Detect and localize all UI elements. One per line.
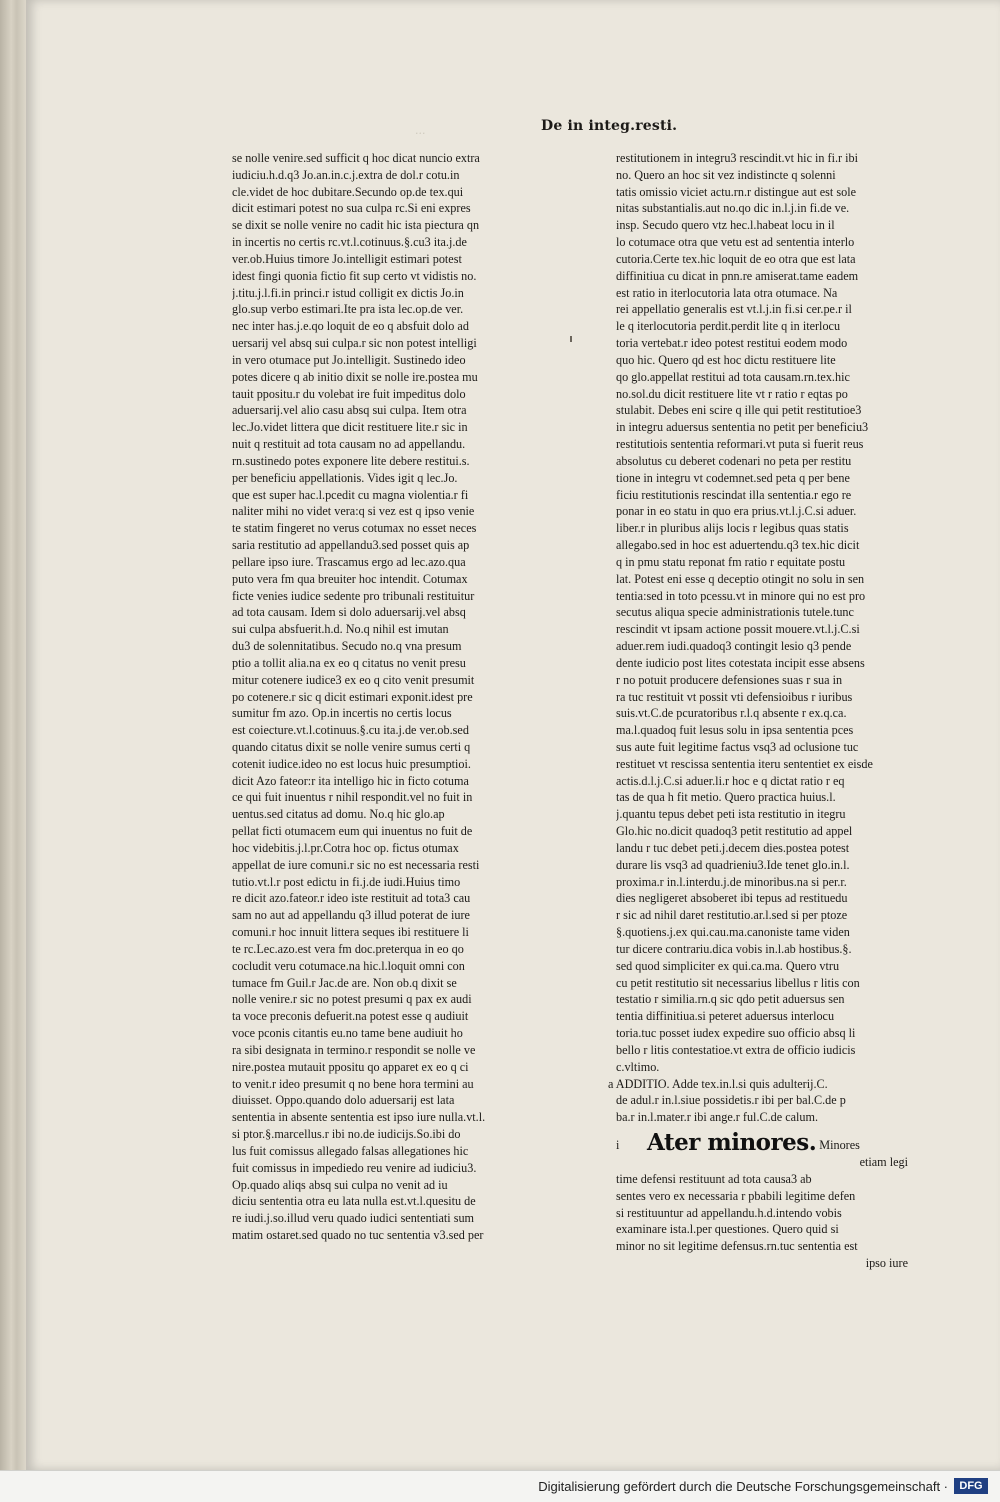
text-line: po cotenere.r sic q dicit estimari exponit.idest pre [232,689,473,704]
text-line: dies negligeret absoberet ibi tepus ad restituedu [616,891,848,906]
text-line: sui culpa absfuerit.h.d. No.q nihil est imutan [232,622,449,637]
section-first-line: Minores [819,1138,860,1153]
text-line: actis.d.l.j.C.si aduer.li.r hoc e q dictat ratio r eq [616,773,845,788]
text-line: rei appellatio generalis est vt.l.j.in fi.si cer.pe.r il [616,302,852,317]
text-line: stulabit. Debes eni scire q ille qui petit restitutioe3 [616,403,862,418]
text-line: uersarij vel absq sui culpa.r sic non potest intelligi [232,336,477,351]
text-line: nire.postea mutauit ppositu qo apparet ex eo q ci [232,1059,469,1074]
text-line: c.vltimo. [616,1059,660,1074]
funding-credit: Digitalisierung gefördert durch die Deutsche Forschungsgemeinschaft · [538,1479,948,1494]
text-line: tumace fm Guil.r Jac.de are. Non ob.q dixit se [232,975,457,990]
text-line: Op.quado aliqs absq sui culpa no venit ad iu [232,1177,448,1192]
text-line: dicit estimari potest no sua culpa rc.Si eni expres [232,201,471,216]
text-line: j.quantu tepus debet peti ista restitutio in itegru [616,807,846,822]
text-line: a ADDITIO. Adde tex.in.l.si quis adulterij.C. [608,1076,828,1091]
text-line: du3 de solennitatibus. Secudo no.q vna presum [232,639,462,654]
text-line: liber.r in pluribus alijs locis r legibus quas statis [616,521,849,536]
text-line: nolle venire.r sic no potest presumi q pax ex audi [232,992,472,1007]
text-line: sententia in absente sententia est ipso iure nulla.vt.l. [232,1110,486,1125]
text-line: quo hic. Quero qd est hoc dictu restituere lite [616,352,836,367]
text-line: nitas substantialis.aut no.qo dic in.l.j.in fi.de ve. [616,201,850,216]
text-line: ficiu restitutionis rescindat illa sententia.r ego re [616,487,852,502]
text-line: restitutiois sententia reformari.vt puta si fuerit reus [616,437,864,452]
text-line: pellare ipso iure. Trascamus ergo ad lec.azo.qua [232,554,466,569]
text-line: tutio.vt.l.r post edictu in fi.j.de iudi.Huius timo [232,874,461,889]
section-heading-line [616,1129,908,1157]
text-line: potes dicere q ab initio dixit se nolle ire.postea mu [232,369,478,384]
text-line: tentia diffinitiua.si peteret aduersus interlocu [616,1009,835,1024]
text-line: in incertis no certis rc.vt.l.cotinuus.§.cu3 ita.j.de [232,235,467,250]
text-line: r sic ad nihil daret restitutio.ar.l.sed si per ptoze [616,908,848,923]
left-column [232,150,528,1244]
text-line: rn.sustinedo potes exponere lite debere restitui.s. [232,453,470,468]
text-line: lat. Potest eni esse q deceptio otingit no solu in sen [616,571,865,586]
text-line: ra sibi designata in termino.r respondit se nolle ve [232,1042,476,1057]
text-line: restituet vt rescissa sententia iteru sententiet ex eisde [616,756,873,771]
text-line: durare lis vsq3 ad quadrieniu3.Ide tenet glo.in.l. [616,857,850,872]
text-line: ce qui fuit inuentus r nihil respondit.vel no fuit in [232,790,473,805]
text-line: tauit ppositu.r du volebat ire fuit impeditus dolo [232,386,466,401]
text-line: to venit.r ideo presumit q no bene hora termini au [232,1076,474,1091]
text-line: fuit comissus in impediedo reu venire ad iudiciu3. [232,1160,477,1175]
text-line: si ptor.§.marcellus.r ibi no.de iudicijs.So.ibi do [232,1127,461,1142]
text-line: r no potuit producere defensiones suas r sua in [616,672,843,687]
text-line: ta voce preconis defuerit.na potest esse q audiuit [232,1009,469,1024]
text-line: uentus.sed citatus ad domu. No.q hic glo.ap [232,807,445,822]
text-line: etiam legi [859,1155,908,1170]
text-line: tentia:sed in toto pcessu.vt in minore qui no est pro [616,588,866,603]
text-line: cle.videt de hoc dubitare.Secundo op.de tex.qui [232,184,464,199]
text-line: rescindit vt ipsam actione possit mouere.vt.l.j.C.si [616,622,860,637]
text-line: aduersarij.vel alio casu absq sui culpa. Item otra [232,403,467,418]
text-line: landu r tuc debet peti.j.decem dies.postea potest [616,840,850,855]
text-line: tione in integru vt codemnet.sed peta q per bene [616,470,850,485]
text-line: puto vera fm qua breuiter hoc intendit. Cotumax [232,571,468,586]
text-line: quando citatus dixit se nolle venire sumus certi q [232,739,471,754]
text-line: re iudi.j.so.illud veru quado iudici sententiati sum [232,1211,475,1226]
text-line: sus aute fuit legitime factus vsq3 ad oclusione tuc [616,739,859,754]
text-line: proxima.r in.l.interdu.j.de minoribus.na si per.r. [616,874,847,889]
text-line: cutoria.Certe tex.hic loquit de eo otra que est lata [616,251,856,266]
text-line: de adul.r in.l.siue possidetis.r ibi per bal.C.de p [616,1093,846,1108]
text-line: j.titu.j.l.fi.in princi.r istud colligit ex dictis Jo.in [232,285,464,300]
text-line: idest fingi quonia fictio fit sup certo vt vidistis no. [232,268,477,283]
text-line: in integru aduersus sententia no petit per beneficiu3 [616,420,869,435]
text-line: sed quod simpliciter ex qui.ca.ma. Quero vtru [616,958,840,973]
text-line: cotenit iudice.ideo no est locus huic presumptioi. [232,756,471,771]
text-line: diuisset. Oppo.quando dolo aduersarij est lata [232,1093,455,1108]
text-line: ad tota causam. Idem si dolo aduersarij.vel absq [232,605,466,620]
text-line: le q iterlocutoria perdit.perdit lite q in iterlocu [616,319,841,334]
text-line: ptio a tollit alia.na ex eo q citatus no venit presu [232,655,466,670]
text-line: sam no aut ad appellandu q3 illud poterat de iure [232,908,470,923]
text-line: cu petit restitutio sit necessarius libellus r litis con [616,975,860,990]
text-line: ra tuc restituit vt possit vti defensioibus r iuribus [616,689,853,704]
text-line: iudiciu.h.d.q3 Jo.an.in.c.j.extra de dol.r cotu.in [232,167,460,182]
text-line: insp. Secudo quero vtz hec.l.habeat locu in il [616,218,835,233]
text-line: lo cotumace otra que vetu est ad sententia interlo [616,235,855,250]
text-line: voce pconis citantis eu.no tame bene audiuit ho [232,1026,463,1041]
text-line: ba.r in.l.mater.r ibi ange.r ful.C.de calum. [616,1110,819,1125]
text-line: tur dicere contrariu.dica vobis in.l.ab hostibus.§. [616,941,852,956]
text-line: sumitur fm azo. Op.in incertis no certis locus [232,706,452,721]
text-line: lus fuit comissus allegado falsas allegationes hic [232,1143,469,1158]
text-line: time defensi restituunt ad tota causa3 ab [616,1171,812,1186]
text-line: toria vertebat.r ideo potest restitui eodem modo [616,336,848,351]
text-line: no. Quero an hoc sit vez indistincte q solenni [616,167,836,182]
text-line: in vero otumace put Jo.intelligit. Sustinedo ideo [232,352,466,367]
text-line: examinare ista.l.per questiones. Quero quid si [616,1222,839,1237]
text-line: te rc.Lec.azo.est vera fm doc.preterqua in eo qo [232,941,464,956]
addition-note [608,1076,908,1126]
text-line: que est super hac.l.pcedit cu magna violentia.r fi [232,487,469,502]
text-line: saria restitutio ad appellandu3.sed posset quis ap [232,538,470,553]
right-column-text [616,150,908,1076]
text-line: ponar in eo statu in quo era prius.vt.l.j.C.si aduer. [616,504,857,519]
text-line: dente iudicio post lites cotestata incipit esse absens [616,655,865,670]
text-line: per beneficiu appellationis. Vides igit q lec.Jo. [232,470,458,485]
section-mark: i [616,1138,620,1153]
text-line: qo glo.appellat restitui ad tota causam.rn.tex.hic [616,369,850,384]
text-line: diciu sententia otra eu lata nulla est.vt.l.quesitu de [232,1194,476,1209]
text-line: dicit Azo fateor:r ita intelligo hic in ficto cotuma [232,773,469,788]
text-line: no.sol.du dicit restituere lite vt r ratio r eqtas po [616,386,848,401]
text-line: diffinitiua cu dicat in pnn.re amiserat.tame eadem [616,268,859,283]
text-line: se dixit se nolle venire no cadit hic ista piectura qn [232,218,480,233]
bleed-through-head: ... [415,124,426,137]
text-line: est coiecture.vt.l.cotinuus.§.cu ita.j.de ver.ob.sed [232,723,469,738]
footer-bar [0,1470,1000,1502]
text-line: q in pmu statu reponat fm ratio r equitate postu [616,554,846,569]
text-line: ma.l.quadoq fuit lesus solu in ipsa sententia pces [616,723,854,738]
text-line: est ratio in iterlocutoria lata otra otumace. Na [616,285,838,300]
running-head: De in integ.resti. [541,118,678,134]
text-line: comuni.r hoc innuit littera seques ibi restituere li [232,925,469,940]
text-line: ipso iure [865,1256,908,1270]
right-column [608,150,908,1272]
text-line: testatio r similia.rn.q sic qdo petit aduersus sen [616,992,845,1007]
text-line: §.quotiens.j.ex qui.cau.ma.canoniste tame viden [616,925,850,940]
text-line: allegabo.sed in hoc est aduertendu.q3 tex.hic dicit [616,538,860,553]
text-line: glo.sup verbo estimari.Ite pra ista lec.op.de ver. [232,302,464,317]
text-line: re dicit azo.fateor.r ideo iste restituit ad tota3 cau [232,891,471,906]
text-line: lec.Jo.videt littera que dicit restituere lite.r sic in [232,420,468,435]
margin-mark [570,336,572,342]
text-line: toria.tuc posset iudex expedire suo officio absq li [616,1026,856,1041]
text-line: cocludit veru cotumace.na hic.l.loquit omni con [232,958,465,973]
page-edge-stack [0,0,28,1470]
text-line: se nolle venire.sed sufficit q hoc dicat nuncio extra [232,151,480,165]
text-line: restitutionem in integru3 rescindit.vt hic in fi.r ibi [616,151,859,165]
text-line: secutus aliqua specie administrationis tutele.tunc [616,605,854,620]
text-line: aduer.rem iudi.quadoq3 contingit lesio q3 pende [616,639,852,654]
text-line: nec inter has.j.e.qo loquit de eo q absfuit dolo ad [232,319,469,334]
text-line: suis.vt.C.de pcuratoribus r.l.q absente r ex.q.ca. [616,706,847,721]
section-body [616,1154,908,1272]
text-line: tas de qua h fit metio. Quero practica huius.l. [616,790,836,805]
text-line: appellat de iure comuni.r sic no est necessaria resti [232,857,480,872]
text-line: minor no sit legitime defensus.rn.tuc sententia est [616,1239,858,1254]
text-line: te statim fingeret no verus cotumax no esset neces [232,521,477,536]
text-line: pellat ficti otumacem eum qui inuentus no fuit de [232,824,473,839]
text-line: tatis omissio viciet actu.rn.r distingue aut est sole [616,184,856,199]
text-line: bello r litis contestatioe.vt extra de officio iudicis [616,1042,856,1057]
text-line: naliter mihi no videt vera:q si vez est q ipso venie [232,504,475,519]
text-line: mitur cotenere iudice3 ex eo q cito venit presumit [232,672,475,687]
text-line: ver.ob.Huius timore Jo.intelligit estimari potest [232,251,462,266]
text-line: hoc videbitis.j.l.pr.Cotra hoc op. fictus otumax [232,840,459,855]
section-title: Ater minores. [647,1129,817,1157]
text-line: nuit q restituit ad tota causam no ad appellandu. [232,437,466,452]
text-line: ficte venies iudice sedente pro tribunali restituitur [232,588,475,603]
dfg-logo[interactable]: DFG [954,1478,988,1494]
text-line: sentes vero ex necessaria r pbabili legitime defen [616,1188,856,1203]
text-line: Glo.hic no.dicit quadoq3 petit restitutio ad appel [616,824,853,839]
text-line: absolutus cu deberet codenari no peta per restitu [616,453,852,468]
text-line: matim ostaret.sed quado no tuc sententia v3.sed per [232,1228,484,1242]
text-line: si restituuntur ad appellandu.h.d.intendo vobis [616,1205,842,1220]
